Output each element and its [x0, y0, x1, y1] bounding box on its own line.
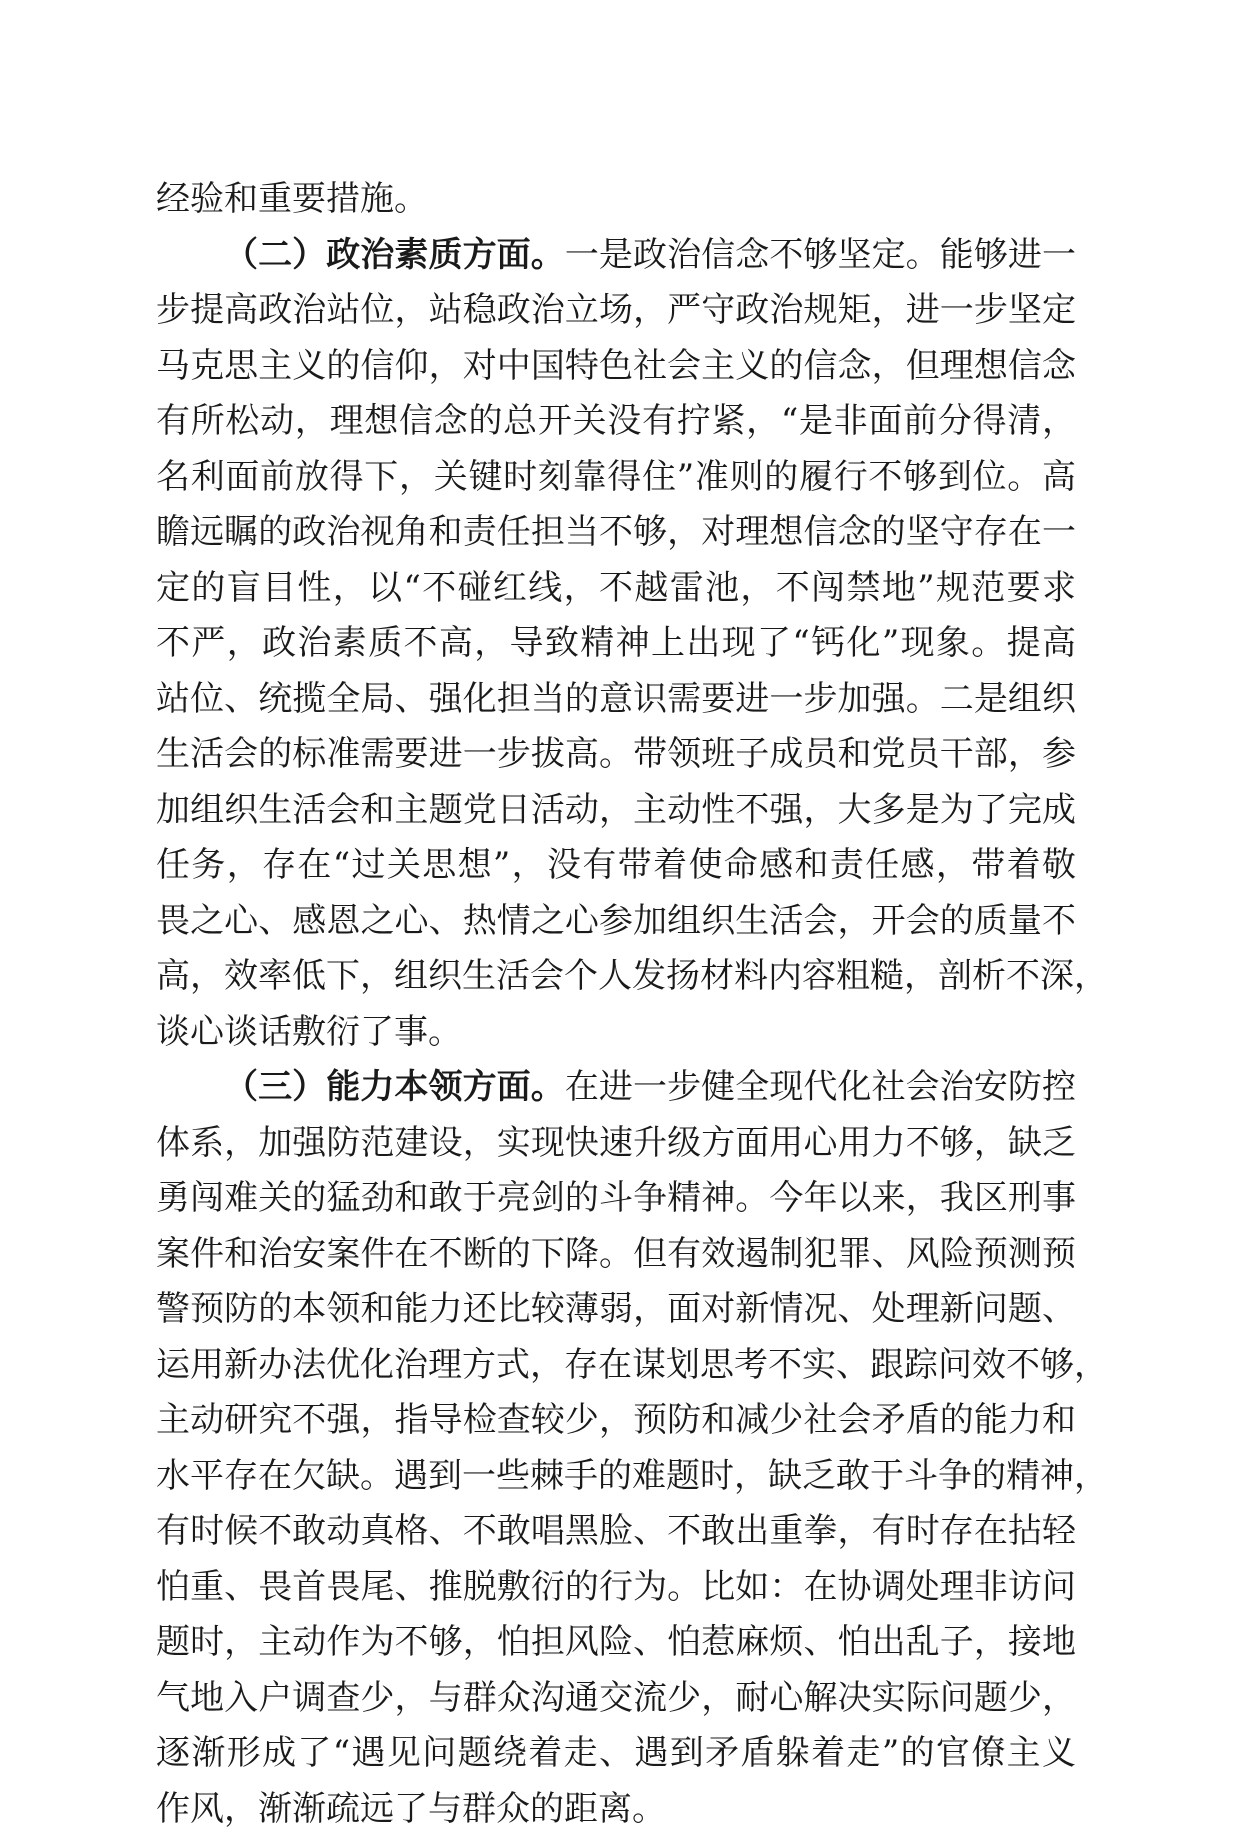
text-line: [156, 1338, 1076, 1394]
line-text: 一是政治信念不够坚定。能够进一: [565, 235, 1076, 275]
text-line: [156, 1782, 1076, 1837]
line-text: 勇闯难关的猛劲和敢于亮剑的斗争精神。今年以来，我区刑事: [156, 1178, 1076, 1218]
line-text: 在进一步健全现代化社会治安防控: [565, 1067, 1076, 1107]
text-line: [156, 783, 1076, 839]
line-text: 警预防的本领和能力还比较薄弱，面对新情况、处理新问题、: [156, 1289, 1076, 1329]
line-text: 经验和重要措施。: [156, 179, 428, 219]
line-text: 高，效率低下，组织生活会个人发扬材料内容粗糙，剖析不深，: [156, 956, 1108, 996]
text-line: [156, 672, 1076, 728]
line-text: 水平存在欠缺。遇到一些棘手的难题时，缺乏敢于斗争的精神，: [156, 1456, 1108, 1496]
section-heading: （二）政治素质方面。: [224, 235, 565, 275]
line-text: 气地入户调查少，与群众沟通交流少，耐心解决实际问题少，: [156, 1678, 1076, 1718]
text-line: [156, 616, 1076, 672]
line-text: 生活会的标准需要进一步拔高。带领班子成员和党员干部，参: [156, 734, 1076, 774]
document-body: [156, 172, 1076, 1837]
line-text: 题时，主动作为不够，怕担风险、怕惹麻烦、怕出乱子，接地: [156, 1622, 1076, 1662]
text-line: [156, 1005, 1076, 1061]
line-text: 有时候不敢动真格、不敢唱黑脸、不敢出重拳，有时存在拈轻: [156, 1511, 1076, 1551]
line-text: 不严，政治素质不高，导致精神上出现了“钙化”现象。提高: [156, 623, 1076, 663]
line-text: 案件和治安案件在不断的下降。但有效遏制犯罪、风险预测预: [156, 1234, 1076, 1274]
text-line: [156, 1671, 1076, 1727]
text-line: [156, 1060, 1076, 1116]
text-line: [156, 727, 1076, 783]
text-line: [156, 228, 1076, 284]
line-text: 加组织生活会和主题党日活动，主动性不强，大多是为了完成: [156, 790, 1076, 830]
text-line: [156, 1171, 1076, 1227]
line-text: 畏之心、感恩之心、热情之心参加组织生活会，开会的质量不: [156, 901, 1076, 941]
text-line: [156, 339, 1076, 395]
text-line: [156, 561, 1076, 617]
text-line: [156, 1116, 1076, 1172]
text-line: [156, 894, 1076, 950]
line-text: 谈心谈话敷衍了事。: [156, 1012, 462, 1052]
text-line: [156, 172, 1076, 228]
text-line: [156, 1615, 1076, 1671]
line-text: 怕重、畏首畏尾、推脱敷衍的行为。比如：在协调处理非访问: [156, 1567, 1076, 1607]
text-line: [156, 1504, 1076, 1560]
line-text: 有所松动，理想信念的总开关没有拧紧，“是非面前分得清，: [156, 401, 1076, 441]
text-line: [156, 838, 1076, 894]
line-text: 定的盲目性，以“不碰红线，不越雷池，不闯禁地”规范要求: [156, 568, 1076, 608]
line-text: 站位、统揽全局、强化担当的意识需要进一步加强。二是组织: [156, 679, 1076, 719]
text-line: [156, 1282, 1076, 1338]
text-line: [156, 1393, 1076, 1449]
line-text: 步提高政治站位，站稳政治立场，严守政治规矩，进一步坚定: [156, 290, 1076, 330]
line-text: 作风，渐渐疏远了与群众的距离。: [156, 1789, 666, 1829]
line-text: 马克思主义的信仰，对中国特色社会主义的信念，但理想信念: [156, 346, 1076, 386]
line-text: 体系，加强防范建设，实现快速升级方面用心用力不够，缺乏: [156, 1123, 1076, 1163]
section-heading: （三）能力本领方面。: [224, 1067, 565, 1107]
text-line: [156, 505, 1076, 561]
text-line: [156, 1449, 1076, 1505]
text-line: [156, 1560, 1076, 1616]
text-line: [156, 450, 1076, 506]
line-text: 运用新办法优化治理方式，存在谋划思考不实、跟踪问效不够，: [156, 1345, 1108, 1385]
text-line: [156, 949, 1076, 1005]
text-line: [156, 394, 1076, 450]
line-text: 瞻远瞩的政治视角和责任担当不够，对理想信念的坚守存在一: [156, 512, 1076, 552]
line-text: 任务，存在“过关思想”，没有带着使命感和责任感，带着敬: [156, 845, 1076, 885]
line-text: 逐渐形成了“遇见问题绕着走、遇到矛盾躲着走”的官僚主义: [156, 1733, 1076, 1773]
text-line: [156, 1227, 1076, 1283]
line-text: 名利面前放得下，关键时刻靠得住”准则的履行不够到位。高: [156, 457, 1076, 497]
line-text: 主动研究不强，指导检查较少，预防和减少社会矛盾的能力和: [156, 1400, 1076, 1440]
text-line: [156, 283, 1076, 339]
